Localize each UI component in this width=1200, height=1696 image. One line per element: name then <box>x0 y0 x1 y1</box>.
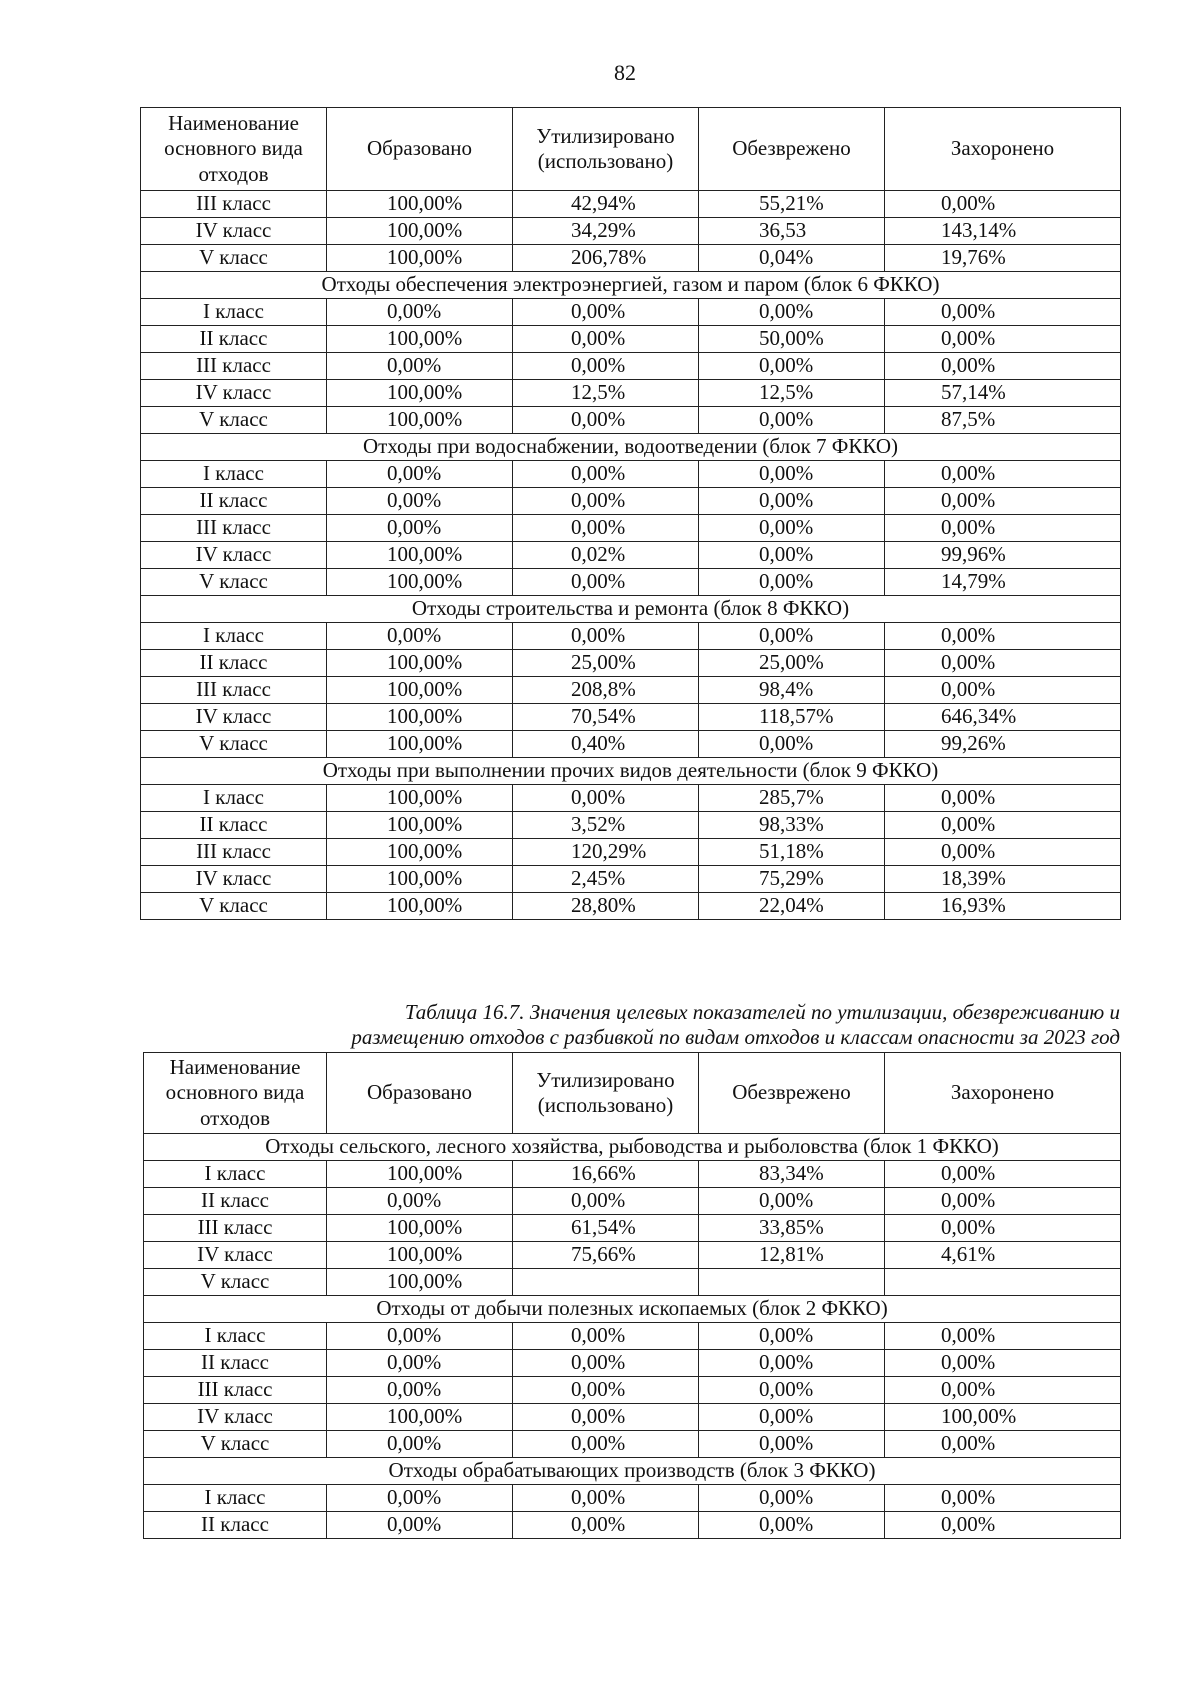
hazard-class-cell: III класс <box>144 1377 327 1404</box>
neutralized-cell: 75,29% <box>699 866 885 893</box>
utilized-cell: 2,45% <box>513 866 699 893</box>
neutralized-cell: 0,00% <box>699 515 885 542</box>
buried-cell: 0,00% <box>885 353 1121 380</box>
neutralized-cell: 0,00% <box>699 488 885 515</box>
generated-cell: 100,00% <box>327 245 513 272</box>
utilized-cell: 0,00% <box>513 623 699 650</box>
buried-cell: 87,5% <box>885 407 1121 434</box>
section-title: Отходы при водоснабжении, водоотведении (блок 7 ФККО) <box>141 434 1121 461</box>
hazard-class-cell: II класс <box>141 488 327 515</box>
table-row <box>141 353 1121 380</box>
buried-cell: 0,00% <box>885 812 1121 839</box>
neutralized-cell: 0,00% <box>699 353 885 380</box>
header-generated: Образовано <box>327 1053 513 1134</box>
utilized-cell: 0,00% <box>513 488 699 515</box>
utilized-cell: 206,78% <box>513 245 699 272</box>
section-title: Отходы строительства и ремонта (блок 8 ФККО) <box>141 596 1121 623</box>
neutralized-cell: 0,00% <box>699 1485 885 1512</box>
generated-cell: 100,00% <box>327 812 513 839</box>
utilized-cell: 75,66% <box>513 1242 699 1269</box>
utilized-cell: 0,00% <box>513 1512 699 1539</box>
table-row <box>141 569 1121 596</box>
utilized-cell: 3,52% <box>513 812 699 839</box>
generated-cell: 0,00% <box>327 1188 513 1215</box>
buried-cell: 4,61% <box>885 1242 1121 1269</box>
generated-cell: 100,00% <box>327 839 513 866</box>
buried-cell: 18,39% <box>885 866 1121 893</box>
generated-cell: 100,00% <box>327 1215 513 1242</box>
table-row <box>144 1188 1121 1215</box>
table-caption <box>140 1000 1120 1050</box>
header-neutralized: Обезврежено <box>699 108 885 191</box>
hazard-class-cell: V класс <box>141 407 327 434</box>
utilized-cell: 120,29% <box>513 839 699 866</box>
neutralized-cell: 83,34% <box>699 1161 885 1188</box>
generated-cell: 100,00% <box>327 1161 513 1188</box>
header-buried: Захоронено <box>885 1053 1121 1134</box>
header-utilized: Утилизировано (использовано) <box>513 108 699 191</box>
generated-cell: 100,00% <box>327 326 513 353</box>
waste-table-2023-body <box>144 1053 1121 1539</box>
utilized-cell: 0,00% <box>513 1350 699 1377</box>
utilized-cell: 0,00% <box>513 1323 699 1350</box>
hazard-class-cell: V класс <box>141 569 327 596</box>
generated-cell: 100,00% <box>327 380 513 407</box>
hazard-class-cell: I класс <box>141 299 327 326</box>
buried-cell: 0,00% <box>885 1350 1121 1377</box>
buried-cell: 0,00% <box>885 650 1121 677</box>
generated-cell: 0,00% <box>327 299 513 326</box>
utilized-cell: 0,00% <box>513 569 699 596</box>
generated-cell: 0,00% <box>327 1323 513 1350</box>
hazard-class-cell: IV класс <box>144 1404 327 1431</box>
utilized-cell: 42,94% <box>513 191 699 218</box>
neutralized-cell: 0,00% <box>699 1188 885 1215</box>
buried-cell: 14,79% <box>885 569 1121 596</box>
table-header-row <box>141 108 1121 191</box>
section-row <box>141 758 1121 785</box>
utilized-cell: 28,80% <box>513 893 699 920</box>
hazard-class-cell: III класс <box>141 353 327 380</box>
hazard-class-cell: III класс <box>141 839 327 866</box>
utilized-cell: 0,02% <box>513 542 699 569</box>
hazard-class-cell: IV класс <box>141 704 327 731</box>
neutralized-cell: 0,04% <box>699 245 885 272</box>
utilized-cell: 0,40% <box>513 731 699 758</box>
table-row <box>141 623 1121 650</box>
table-row <box>141 245 1121 272</box>
buried-cell: 0,00% <box>885 623 1121 650</box>
buried-cell: 100,00% <box>885 1404 1121 1431</box>
table-row <box>144 1377 1121 1404</box>
hazard-class-cell: IV класс <box>141 866 327 893</box>
hazard-class-cell: V класс <box>141 893 327 920</box>
table-row <box>144 1431 1121 1458</box>
generated-cell: 0,00% <box>327 623 513 650</box>
waste-table-2023 <box>143 1052 1121 1539</box>
generated-cell: 100,00% <box>327 191 513 218</box>
neutralized-cell: 0,00% <box>699 299 885 326</box>
utilized-cell: 208,8% <box>513 677 699 704</box>
generated-cell: 100,00% <box>327 677 513 704</box>
utilized-cell: 25,00% <box>513 650 699 677</box>
header-generated: Образовано <box>327 108 513 191</box>
utilized-cell: 0,00% <box>513 1404 699 1431</box>
waste-table-continued <box>140 107 1121 920</box>
buried-cell <box>885 1269 1121 1296</box>
table-row <box>141 488 1121 515</box>
hazard-class-cell: III класс <box>141 677 327 704</box>
buried-cell: 0,00% <box>885 1215 1121 1242</box>
neutralized-cell: 0,00% <box>699 569 885 596</box>
utilized-cell <box>513 1269 699 1296</box>
hazard-class-cell: II класс <box>144 1350 327 1377</box>
buried-cell: 0,00% <box>885 1161 1121 1188</box>
table-row <box>141 380 1121 407</box>
neutralized-cell: 55,21% <box>699 191 885 218</box>
section-row <box>141 596 1121 623</box>
table-row <box>141 839 1121 866</box>
section-title: Отходы сельского, лесного хозяйства, рыбоводства и рыболовства (блок 1 ФККО) <box>144 1134 1121 1161</box>
table-row <box>144 1323 1121 1350</box>
buried-cell: 99,26% <box>885 731 1121 758</box>
table-row <box>141 407 1121 434</box>
neutralized-cell: 98,4% <box>699 677 885 704</box>
table-row <box>144 1269 1121 1296</box>
table-row <box>141 191 1121 218</box>
neutralized-cell: 12,5% <box>699 380 885 407</box>
table-row <box>144 1161 1121 1188</box>
buried-cell: 0,00% <box>885 1323 1121 1350</box>
buried-cell: 0,00% <box>885 1431 1121 1458</box>
table-caption-line-2: размещению отходов с разбивкой по видам отходов и классам опасности за 2023 год <box>351 1025 1120 1050</box>
waste-table-continued-body <box>141 108 1121 920</box>
table-row <box>144 1215 1121 1242</box>
section-title: Отходы при выполнении прочих видов деятельности (блок 9 ФККО) <box>141 758 1121 785</box>
section-row <box>141 434 1121 461</box>
table-row <box>141 677 1121 704</box>
generated-cell: 100,00% <box>327 866 513 893</box>
buried-cell: 0,00% <box>885 839 1121 866</box>
generated-cell: 100,00% <box>327 542 513 569</box>
table-row <box>144 1512 1121 1539</box>
table-row <box>141 785 1121 812</box>
utilized-cell: 34,29% <box>513 218 699 245</box>
hazard-class-cell: III класс <box>144 1215 327 1242</box>
hazard-class-cell: V класс <box>141 731 327 758</box>
utilized-cell: 16,66% <box>513 1161 699 1188</box>
hazard-class-cell: II класс <box>141 812 327 839</box>
table-row <box>144 1242 1121 1269</box>
table-row <box>141 866 1121 893</box>
neutralized-cell: 22,04% <box>699 893 885 920</box>
neutralized-cell: 0,00% <box>699 731 885 758</box>
utilized-cell: 0,00% <box>513 515 699 542</box>
hazard-class-cell: IV класс <box>141 380 327 407</box>
table-header-row <box>144 1053 1121 1134</box>
hazard-class-cell: V класс <box>144 1431 327 1458</box>
utilized-cell: 12,5% <box>513 380 699 407</box>
section-row <box>144 1134 1121 1161</box>
utilized-cell: 0,00% <box>513 407 699 434</box>
table-caption-line-1: Таблица 16.7. Значения целевых показателей по утилизации, обезвреживанию и <box>404 1000 1120 1024</box>
buried-cell: 19,76% <box>885 245 1121 272</box>
neutralized-cell: 0,00% <box>699 407 885 434</box>
buried-cell: 0,00% <box>885 677 1121 704</box>
generated-cell: 0,00% <box>327 515 513 542</box>
table-row <box>144 1404 1121 1431</box>
section-title: Отходы обеспечения электроэнергией, газом и паром (блок 6 ФККО) <box>141 272 1121 299</box>
buried-cell: 0,00% <box>885 326 1121 353</box>
generated-cell: 100,00% <box>327 704 513 731</box>
hazard-class-cell: IV класс <box>141 542 327 569</box>
table-row <box>141 704 1121 731</box>
neutralized-cell: 118,57% <box>699 704 885 731</box>
table-row <box>141 893 1121 920</box>
generated-cell: 100,00% <box>327 893 513 920</box>
neutralized-cell: 50,00% <box>699 326 885 353</box>
header-waste-type: Наименование основного вида отходов <box>144 1053 327 1134</box>
neutralized-cell: 0,00% <box>699 623 885 650</box>
utilized-cell: 0,00% <box>513 299 699 326</box>
generated-cell: 0,00% <box>327 461 513 488</box>
buried-cell: 0,00% <box>885 785 1121 812</box>
hazard-class-cell: IV класс <box>141 218 327 245</box>
generated-cell: 100,00% <box>327 731 513 758</box>
table-row <box>141 515 1121 542</box>
buried-cell: 57,14% <box>885 380 1121 407</box>
hazard-class-cell: I класс <box>141 461 327 488</box>
section-title: Отходы от добычи полезных ископаемых (блок 2 ФККО) <box>144 1296 1121 1323</box>
utilized-cell: 70,54% <box>513 704 699 731</box>
table-row <box>141 731 1121 758</box>
neutralized-cell: 25,00% <box>699 650 885 677</box>
table-row <box>141 461 1121 488</box>
section-row <box>144 1458 1121 1485</box>
neutralized-cell: 0,00% <box>699 1404 885 1431</box>
utilized-cell: 0,00% <box>513 1188 699 1215</box>
neutralized-cell: 33,85% <box>699 1215 885 1242</box>
header-waste-type: Наименование основного вида отходов <box>141 108 327 191</box>
utilized-cell: 0,00% <box>513 1485 699 1512</box>
hazard-class-cell: II класс <box>141 650 327 677</box>
hazard-class-cell: III класс <box>141 515 327 542</box>
hazard-class-cell: II класс <box>144 1188 327 1215</box>
utilized-cell: 61,54% <box>513 1215 699 1242</box>
generated-cell: 0,00% <box>327 1485 513 1512</box>
neutralized-cell: 285,7% <box>699 785 885 812</box>
table-row <box>141 299 1121 326</box>
generated-cell: 0,00% <box>327 1431 513 1458</box>
neutralized-cell <box>699 1269 885 1296</box>
buried-cell: 0,00% <box>885 488 1121 515</box>
buried-cell: 0,00% <box>885 515 1121 542</box>
neutralized-cell: 12,81% <box>699 1242 885 1269</box>
table-row <box>141 326 1121 353</box>
buried-cell: 0,00% <box>885 299 1121 326</box>
table-row <box>144 1485 1121 1512</box>
neutralized-cell: 0,00% <box>699 542 885 569</box>
table-row <box>144 1350 1121 1377</box>
hazard-class-cell: II класс <box>144 1512 327 1539</box>
hazard-class-cell: I класс <box>141 785 327 812</box>
neutralized-cell: 0,00% <box>699 1377 885 1404</box>
hazard-class-cell: V класс <box>141 245 327 272</box>
table-row <box>141 812 1121 839</box>
utilized-cell: 0,00% <box>513 353 699 380</box>
generated-cell: 100,00% <box>327 1242 513 1269</box>
buried-cell: 143,14% <box>885 218 1121 245</box>
table-row <box>141 650 1121 677</box>
neutralized-cell: 98,33% <box>699 812 885 839</box>
generated-cell: 100,00% <box>327 569 513 596</box>
section-row <box>141 272 1121 299</box>
generated-cell: 0,00% <box>327 488 513 515</box>
hazard-class-cell: III класс <box>141 191 327 218</box>
utilized-cell: 0,00% <box>513 326 699 353</box>
generated-cell: 100,00% <box>327 650 513 677</box>
buried-cell: 16,93% <box>885 893 1121 920</box>
neutralized-cell: 0,00% <box>699 1512 885 1539</box>
hazard-class-cell: I класс <box>144 1485 327 1512</box>
neutralized-cell: 0,00% <box>699 1323 885 1350</box>
section-title: Отходы обрабатывающих производств (блок 3 ФККО) <box>144 1458 1121 1485</box>
table-row <box>141 218 1121 245</box>
header-neutralized: Обезврежено <box>699 1053 885 1134</box>
buried-cell: 0,00% <box>885 1377 1121 1404</box>
utilized-cell: 0,00% <box>513 1377 699 1404</box>
table-row <box>141 542 1121 569</box>
buried-cell: 0,00% <box>885 1485 1121 1512</box>
header-buried: Захоронено <box>885 108 1121 191</box>
generated-cell: 0,00% <box>327 1512 513 1539</box>
hazard-class-cell: I класс <box>144 1161 327 1188</box>
header-utilized: Утилизировано (использовано) <box>513 1053 699 1134</box>
neutralized-cell: 36,53 <box>699 218 885 245</box>
buried-cell: 99,96% <box>885 542 1121 569</box>
utilized-cell: 0,00% <box>513 461 699 488</box>
hazard-class-cell: IV класс <box>144 1242 327 1269</box>
hazard-class-cell: I класс <box>141 623 327 650</box>
neutralized-cell: 0,00% <box>699 461 885 488</box>
utilized-cell: 0,00% <box>513 785 699 812</box>
section-row <box>144 1296 1121 1323</box>
buried-cell: 646,34% <box>885 704 1121 731</box>
hazard-class-cell: II класс <box>141 326 327 353</box>
hazard-class-cell: I класс <box>144 1323 327 1350</box>
generated-cell: 100,00% <box>327 785 513 812</box>
buried-cell: 0,00% <box>885 191 1121 218</box>
generated-cell: 100,00% <box>327 407 513 434</box>
generated-cell: 100,00% <box>327 1269 513 1296</box>
neutralized-cell: 51,18% <box>699 839 885 866</box>
buried-cell: 0,00% <box>885 1188 1121 1215</box>
generated-cell: 0,00% <box>327 1377 513 1404</box>
generated-cell: 100,00% <box>327 1404 513 1431</box>
buried-cell: 0,00% <box>885 1512 1121 1539</box>
neutralized-cell: 0,00% <box>699 1431 885 1458</box>
buried-cell: 0,00% <box>885 461 1121 488</box>
utilized-cell: 0,00% <box>513 1431 699 1458</box>
hazard-class-cell: V класс <box>144 1269 327 1296</box>
generated-cell: 0,00% <box>327 353 513 380</box>
generated-cell: 100,00% <box>327 218 513 245</box>
page-number: 82 <box>614 60 636 85</box>
neutralized-cell: 0,00% <box>699 1350 885 1377</box>
generated-cell: 0,00% <box>327 1350 513 1377</box>
